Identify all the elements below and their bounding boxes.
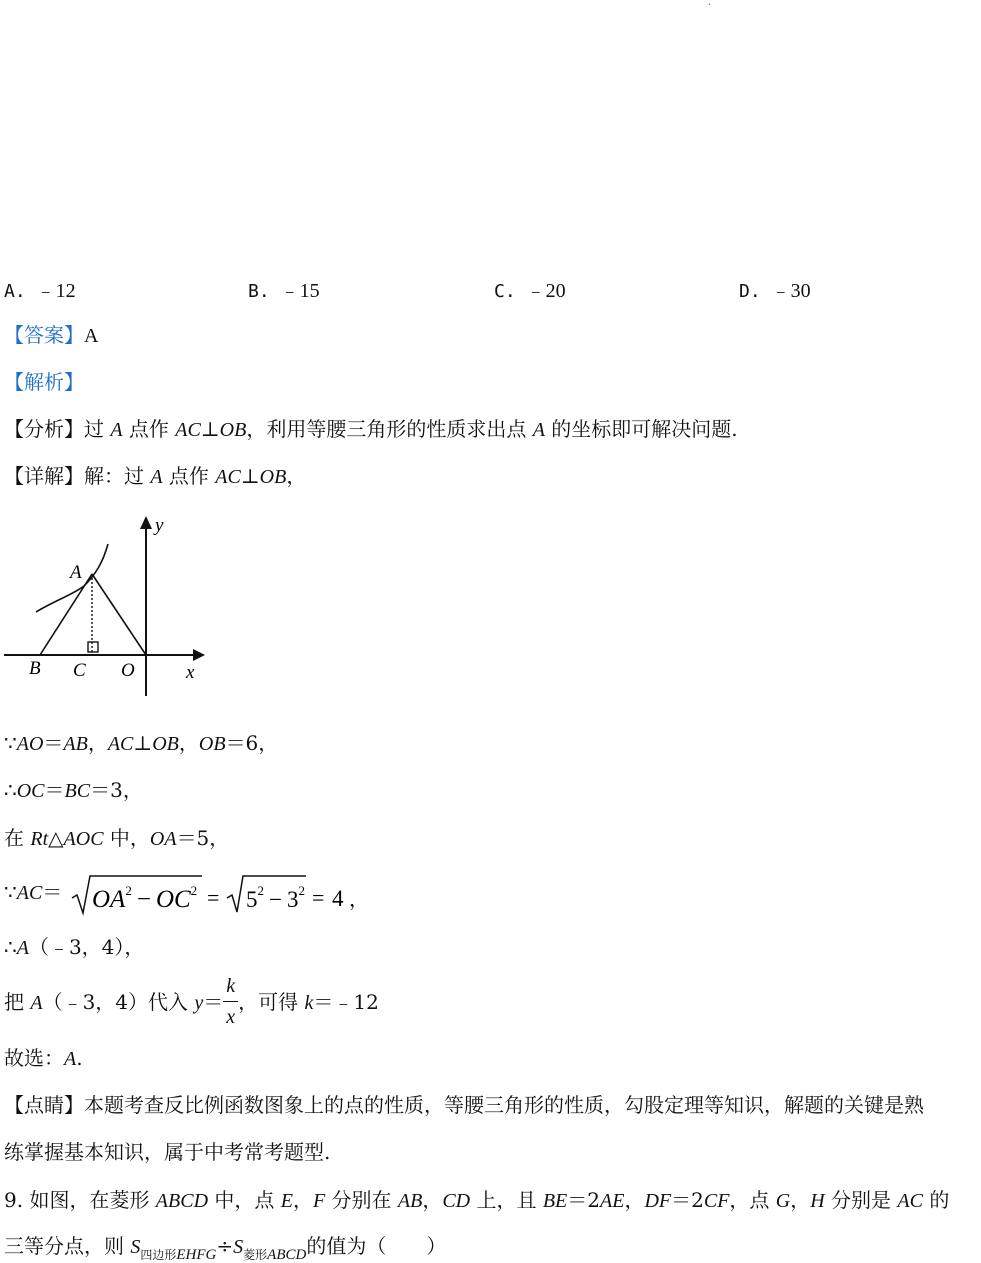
q9-line-2: 三等分点，则 $S_{四边形EHFG}\div S_{菱形ABCD}$的值为（ ） xyxy=(4,1234,447,1263)
label-a: A xyxy=(70,562,82,583)
option-a: A. ﹣12 xyxy=(4,280,76,302)
svg-text:4: 4 xyxy=(332,886,344,911)
step-5: ∴A（﹣3，4）， xyxy=(4,935,145,959)
svg-text:52−32: $5^2 - 3^2$ xyxy=(246,883,305,912)
q9-line-1: 9. 如图，在菱形 ABCD 中，点 E，F 分别在 AB，CD 上，且 BE＝2AE，DF＝2CF，点 G，H 分别是 AC 的 xyxy=(4,1188,950,1212)
label-b: B xyxy=(29,658,41,679)
segment-ao xyxy=(92,574,146,655)
y-axis-arrow-icon xyxy=(140,516,152,529)
svg-text:=: = xyxy=(312,885,325,910)
fenxi-line: 【分析】过 A 点作 AC⊥OB，利用等腰三角形的性质求出点 A 的坐标即可解决问题. xyxy=(4,417,738,441)
coordinate-figure xyxy=(0,508,220,703)
answer-line xyxy=(4,321,98,350)
xiangjie-line: 【详解】解：过 A 点作 AC⊥OB， xyxy=(4,464,307,488)
answer-value: A xyxy=(84,325,99,347)
step-2: ∴OC＝BC＝3， xyxy=(4,778,143,802)
answer-label: 【答案】 xyxy=(4,323,84,347)
analysis-heading: 【解析】 xyxy=(4,370,84,394)
label-o: O xyxy=(121,660,135,681)
label-c: C xyxy=(73,660,86,681)
label-x: x xyxy=(186,662,195,683)
x-axis-arrow-icon xyxy=(193,649,205,661)
step-3: 在 Rt△AOC 中，OA＝5， xyxy=(4,826,230,850)
svg-text:=: = xyxy=(207,885,220,910)
segment-ab xyxy=(40,574,92,655)
right-angle-mark xyxy=(88,642,98,652)
step-7: 故选：A. xyxy=(4,1046,83,1070)
dianjing-line-1: 【点睛】本题考查反比例函数图象上的点的性质，等腰三角形的性质，勾股定理等知识，解题的关键是熟 xyxy=(4,1093,924,1117)
step-4-lead: ∵AC＝ xyxy=(4,880,63,904)
option-d: D. ﹣30 xyxy=(739,280,811,302)
svg-text:OA2−OC2: $OA^2 - OC^2$ xyxy=(92,883,198,913)
fraction-k-over-x: $\frac{k}{x}$ xyxy=(223,971,238,1032)
dianjing-line-2: 练掌握基本知识，属于中考常考题型. xyxy=(4,1140,331,1164)
label-y: y xyxy=(155,515,164,536)
top-mark: · xyxy=(708,0,712,11)
sqrt-expression xyxy=(70,872,370,918)
option-b: B. ﹣15 xyxy=(248,280,320,302)
option-c: C. ﹣20 xyxy=(494,280,566,302)
step-1: ∵AO＝AB，AC⊥OB，OB＝6， xyxy=(4,731,279,755)
svg-text:，: ， xyxy=(349,887,369,911)
step-6: 把 A（﹣3，4）代入 y＝ $\frac{k}{x}$ ，可得 k＝﹣12 xyxy=(4,972,379,1034)
